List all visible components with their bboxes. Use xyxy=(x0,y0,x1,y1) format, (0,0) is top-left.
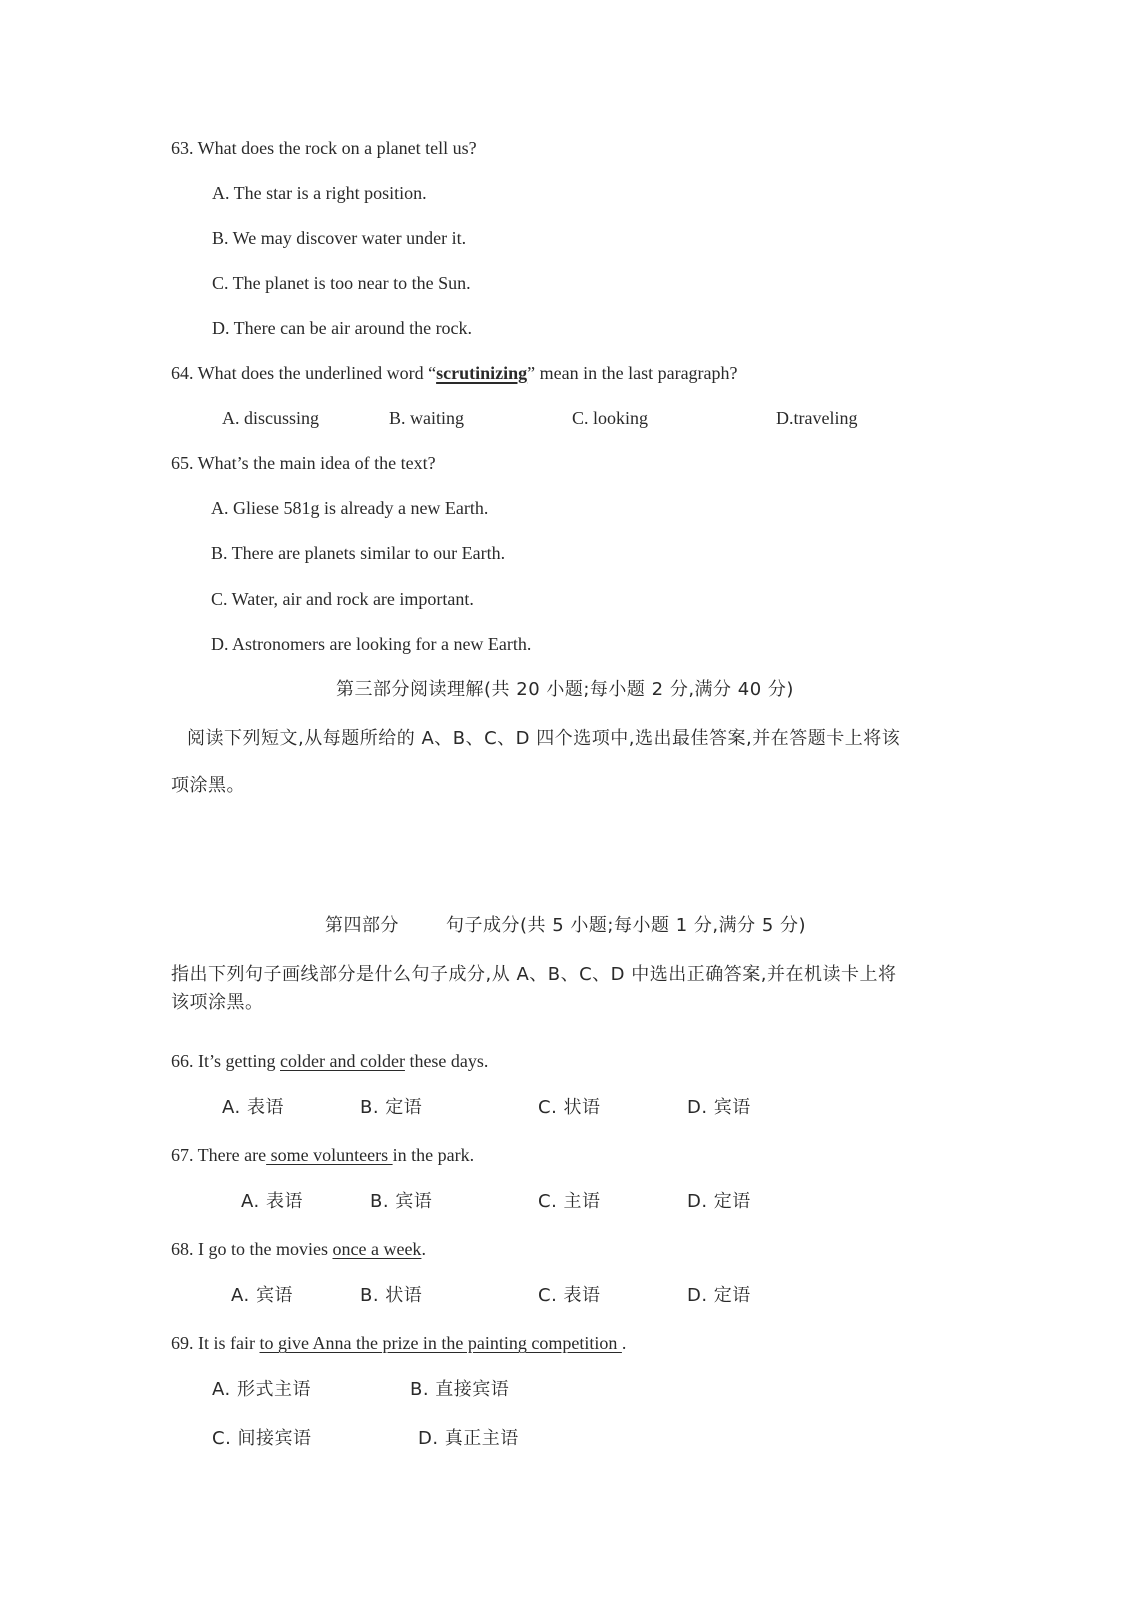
q68-option-a: A. 宾语 xyxy=(231,1285,293,1306)
q69-stem xyxy=(171,1332,626,1354)
part3-instruction-line2: 项涂黑。 xyxy=(171,775,245,796)
q65-option-b: B. There are planets similar to our Earth. xyxy=(211,543,506,563)
q65-option-c: C. Water, air and rock are important. xyxy=(211,589,474,609)
q69-option-d: D. 真正主语 xyxy=(418,1428,519,1449)
q66-stem xyxy=(171,1050,488,1072)
q67-stem-pre: 67. There are xyxy=(171,1145,267,1165)
q66-option-c: C. 状语 xyxy=(538,1097,601,1118)
q63-option-c: C. The planet is too near to the Sun. xyxy=(212,273,471,293)
q66-option-b: B. 定语 xyxy=(360,1097,423,1118)
q66-underlined: colder and colder xyxy=(280,1051,405,1071)
q67-underlined: some volunteers xyxy=(266,1145,393,1165)
q65-stem: 65. What’s the main idea of the text? xyxy=(171,453,436,473)
q64-option-b: B. waiting xyxy=(389,408,464,428)
q66-option-a: A. 表语 xyxy=(222,1097,284,1118)
q67-stem-post: in the park. xyxy=(392,1145,475,1165)
q69-option-b: B. 直接宾语 xyxy=(410,1379,510,1400)
q64-stem-pre: 64. What does the underlined word “ xyxy=(171,363,437,383)
q64-option-d: D.traveling xyxy=(776,408,858,428)
q67-option-a: A. 表语 xyxy=(241,1191,303,1212)
q65-option-d: D. Astronomers are looking for a new Earth. xyxy=(211,634,532,654)
part3-instruction-line1: 阅读下列短文,从每题所给的 A、B、C、D 四个选项中,选出最佳答案,并在答题卡上将该 xyxy=(187,728,901,749)
q68-stem-post: . xyxy=(421,1239,426,1259)
q68-underlined: once a week xyxy=(332,1239,422,1259)
q65-option-a: A. Gliese 581g is already a new Earth. xyxy=(211,498,489,518)
q67-stem xyxy=(171,1144,474,1166)
q64-stem xyxy=(171,362,738,384)
q63-option-d: D. There can be air around the rock. xyxy=(212,318,473,338)
part3-heading: 第三部分阅读理解(共 20 小题;每小题 2 分,满分 40 分) xyxy=(336,679,794,700)
q69-stem-post: . xyxy=(621,1333,627,1353)
part4-heading-label: 第四部分 xyxy=(325,915,399,936)
q69-stem-pre: 69. It is fair xyxy=(171,1333,260,1353)
q64-option-a: A. discussing xyxy=(222,408,320,428)
q68-option-b: B. 状语 xyxy=(360,1285,423,1306)
q64-option-c: C. looking xyxy=(572,408,649,428)
q68-stem xyxy=(171,1238,426,1260)
q68-stem-pre: 68. I go to the movies xyxy=(171,1239,333,1259)
q66-stem-pre: 66. It’s getting xyxy=(171,1051,280,1071)
part4-heading-title: 句子成分(共 5 小题;每小题 1 分,满分 5 分) xyxy=(446,915,807,936)
q63-option-a: A. The star is a right position. xyxy=(212,183,427,203)
q66-option-d: D. 宾语 xyxy=(687,1097,751,1118)
q64-underlined-word: scrutinizing xyxy=(436,363,528,383)
q63-stem: 63. What does the rock on a planet tell us? xyxy=(171,138,477,158)
q68-option-c: C. 表语 xyxy=(538,1285,601,1306)
part4-instruction-line1: 指出下列句子画线部分是什么句子成分,从 A、B、C、D 中选出正确答案,并在机读卡上将 xyxy=(171,964,897,985)
q64-stem-post: ” mean in the last paragraph? xyxy=(527,363,738,383)
q69-option-c: C. 间接宾语 xyxy=(212,1428,312,1449)
q63-option-b: B. We may discover water under it. xyxy=(212,228,467,248)
q69-option-a: A. 形式主语 xyxy=(212,1379,311,1400)
part4-instruction-line2: 该项涂黑。 xyxy=(171,992,264,1013)
q67-option-c: C. 主语 xyxy=(538,1191,601,1212)
q69-underlined: to give Anna the prize in the painting competition xyxy=(259,1333,622,1353)
q67-option-b: B. 宾语 xyxy=(370,1191,433,1212)
q66-stem-post: these days. xyxy=(404,1051,489,1071)
q68-option-d: D. 定语 xyxy=(687,1285,751,1306)
q67-option-d: D. 定语 xyxy=(687,1191,751,1212)
